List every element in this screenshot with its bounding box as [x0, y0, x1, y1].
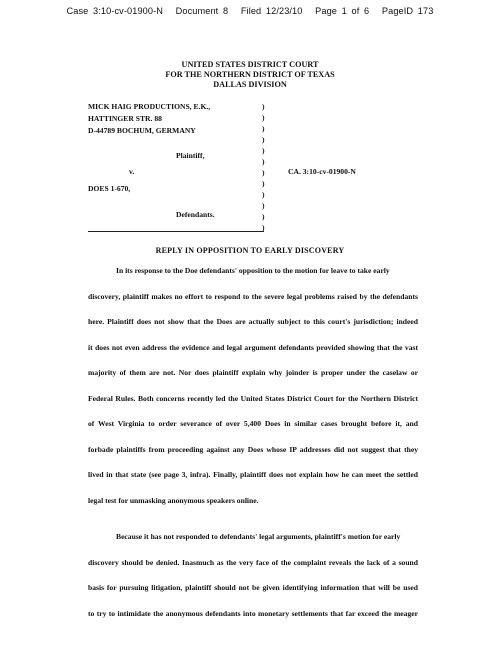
caption-paren: ): [262, 201, 265, 210]
caption-paren: ): [262, 113, 265, 122]
paragraph-line: In its response to the Doe defendants' opposition to the motion for leave to take early: [116, 266, 390, 275]
plaintiff-city: D-44789 BOCHUM, GERMANY: [88, 126, 196, 135]
plaintiff-name: MICK HAIG PRODUCTIONS, E.K.,: [88, 102, 211, 111]
paragraph-line: lived in that state (see page 3, infra). Finally, plaintiff does not explain how he can meet the settled: [88, 470, 418, 479]
caption-paren: ): [262, 102, 265, 111]
caption-paren: ): [262, 157, 265, 166]
paragraph-line: basis for pursuing litigation, plaintiff should not be given identifying information that will be used: [88, 583, 418, 592]
caption-rule: [88, 231, 264, 232]
caption-paren: ): [262, 179, 265, 188]
paragraph-line: to try to intimidate the anonymous defendants into monetary settlements that far exceed the meager: [88, 609, 418, 618]
page-id: PageID 173: [381, 6, 434, 16]
case-caption: [88, 100, 418, 240]
paragraph-line: legal test for unmasking anonymous speakers online.: [88, 496, 259, 505]
defendants-label: Defendants.: [176, 210, 215, 219]
defendants-name: DOES 1-670,: [88, 184, 131, 193]
caption-paren: ): [262, 190, 265, 199]
plaintiff-label: Plaintiff,: [176, 151, 205, 160]
document-number: Document 8: [175, 6, 229, 16]
court-heading: [0, 60, 500, 90]
caption-paren: ): [262, 223, 265, 232]
paragraph-line: here. Plaintiff does not show that the Does are actually subject to this court's jurisdiction; indeed: [88, 317, 418, 326]
case-header: [0, 6, 500, 16]
case-number-header: Case 3:10-cv-01900-N: [66, 6, 163, 16]
paragraph-line: discovery, plaintiff makes no effort to respond to the severe legal problems raised by the defendants: [88, 292, 418, 301]
versus: v.: [129, 167, 135, 176]
document-title: REPLY IN OPPOSITION TO EARLY DISCOVERY: [155, 246, 345, 255]
paragraph-line: discovery should be denied. Inasmuch as the very face of the complaint reveals the lack of a sound: [88, 558, 418, 567]
paragraph-line: it does not even address the evidence and legal argument defendants provided showing that the vast: [88, 343, 418, 352]
court-line-1: UNITED STATES DISTRICT COURT: [181, 60, 319, 69]
paragraph-line: forbade plaintiffs from proceeding against any Does whose IP addresses did not suggest that they: [88, 445, 418, 454]
paragraph-line: Federal Rules. Both concerns recently led the United States District Court for the Northern District: [88, 394, 418, 403]
case-number: CA. 3:10-cv-01900-N: [288, 167, 356, 176]
court-line-2: FOR THE NORTHERN DISTRICT OF TEXAS: [165, 70, 335, 79]
paragraph-line: majority of them are not. Nor does plaintiff explain why joinder is proper under the caselaw or: [88, 368, 418, 377]
court-line-3: DALLAS DIVISION: [213, 80, 287, 89]
caption-paren: ): [262, 135, 265, 144]
paragraph-line: of West Virginia to order severance of over 5,400 Does in similar cases brought before it, and: [88, 419, 418, 428]
filed-date: Filed 12/23/10: [240, 6, 303, 16]
caption-paren: ): [262, 124, 265, 133]
paragraph-line: Because it has not responded to defendants' legal arguments, plaintiff's motion for early: [116, 532, 401, 541]
plaintiff-street: HATTINGER STR. 88: [88, 114, 162, 123]
caption-paren: ): [262, 168, 265, 177]
page-indicator: Page 1 of 6: [315, 6, 370, 16]
caption-paren: ): [262, 212, 265, 221]
caption-paren: ): [262, 146, 265, 155]
